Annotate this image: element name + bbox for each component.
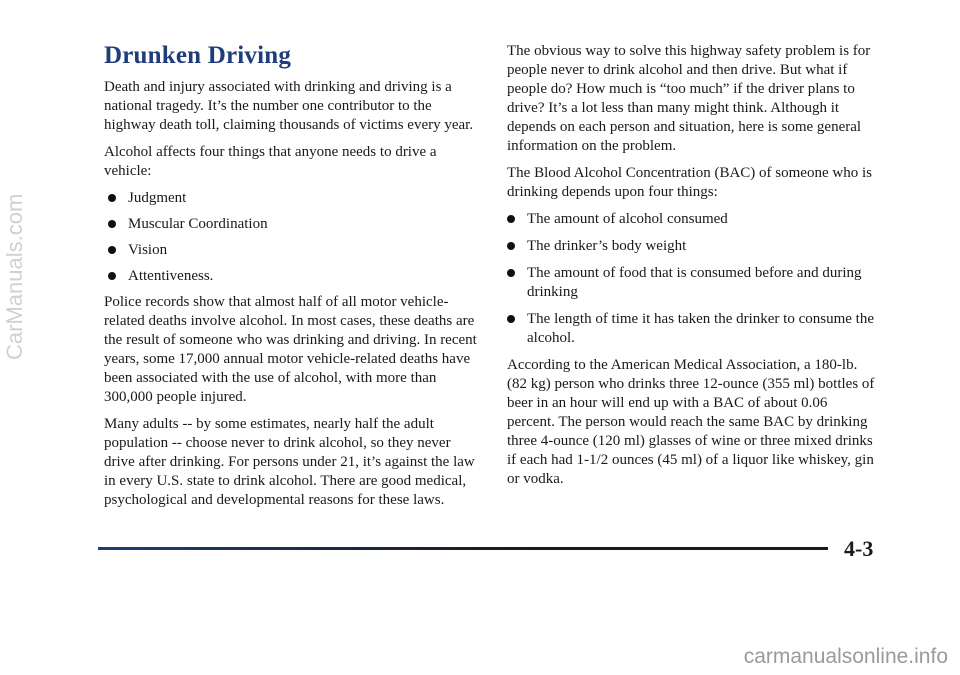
bullet-icon [507, 315, 515, 323]
list-item: Attentiveness. [104, 267, 484, 286]
intro-paragraph: Death and injury associated with drinking and driving is a national tragedy. It’s the number one contributor to the highway death toll, claiming thousands of victims every year. [104, 79, 474, 133]
alcohol-affects-paragraph: Alcohol affects four things that anyone needs to drive a vehicle: [104, 144, 437, 179]
bullet-icon [507, 215, 515, 223]
bullet-icon [108, 272, 116, 280]
bullet-icon [507, 242, 515, 250]
section-title: Drunken Driving [104, 42, 292, 69]
solve-problem-paragraph: The obvious way to solve this highway safety problem is for people never to drink alcohol and then drive. But what if people do? How much is “too much” if the driver plans to drive? It’s a lot less than many might think. Although it depends on each person and situation, here is some general information on the problem. [507, 43, 871, 154]
affects-list [104, 189, 484, 286]
bullet-icon [108, 220, 116, 228]
bac-factors-list [507, 210, 877, 348]
list-item: The amount of food that is consumed before and during drinking [507, 264, 877, 302]
bottom-watermark: carmanualsonline.info [743, 645, 948, 668]
list-item: Muscular Coordination [104, 215, 484, 234]
bac-paragraph: The Blood Alcohol Concentration (BAC) of someone who is drinking depends upon four things: [507, 165, 872, 200]
list-item: Vision [104, 241, 484, 260]
many-adults-paragraph: Many adults -- by some estimates, nearly half the adult population -- choose never to drink alcohol, so they never drive after drinking. For persons under 21, it’s against the law in every U.S. state to drink alcohol. There are good medical, psychological and developmental reasons for these laws. [104, 416, 475, 508]
list-item: The drinker’s body weight [507, 237, 877, 256]
right-column [507, 42, 877, 497]
police-records-paragraph: Police records show that almost half of all motor vehicle-related deaths involve alcohol. In most cases, these deaths are the result of someone who was drinking and driving. In recent years, some 17,000 annual motor vehicle-related deaths have been associated with the use of alcohol, with more than 300,000 people injured. [104, 294, 477, 405]
footer-rule [98, 547, 828, 550]
list-item: Judgment [104, 189, 484, 208]
left-column [104, 42, 484, 518]
bullet-icon [108, 194, 116, 202]
list-item: The amount of alcohol consumed [507, 210, 877, 229]
list-item: The length of time it has taken the drinker to consume the alcohol. [507, 310, 877, 348]
side-watermark: CarManuals.com [2, 193, 27, 360]
ama-paragraph: According to the American Medical Association, a 180-lb. (82 kg) person who drinks three 12-ounce (355 ml) bottles of beer in an hour will end up with a BAC of about 0.06 percent. The person would reach the same BAC by drinking three 4-ounce (120 ml) glasses of wine or three mixed drinks if each had 1-1/2 ounces (45 ml) of a liquor like whiskey, gin or vodka. [507, 357, 875, 487]
page-number: 4-3 [844, 536, 874, 561]
bullet-icon [108, 246, 116, 254]
bullet-icon [507, 269, 515, 277]
